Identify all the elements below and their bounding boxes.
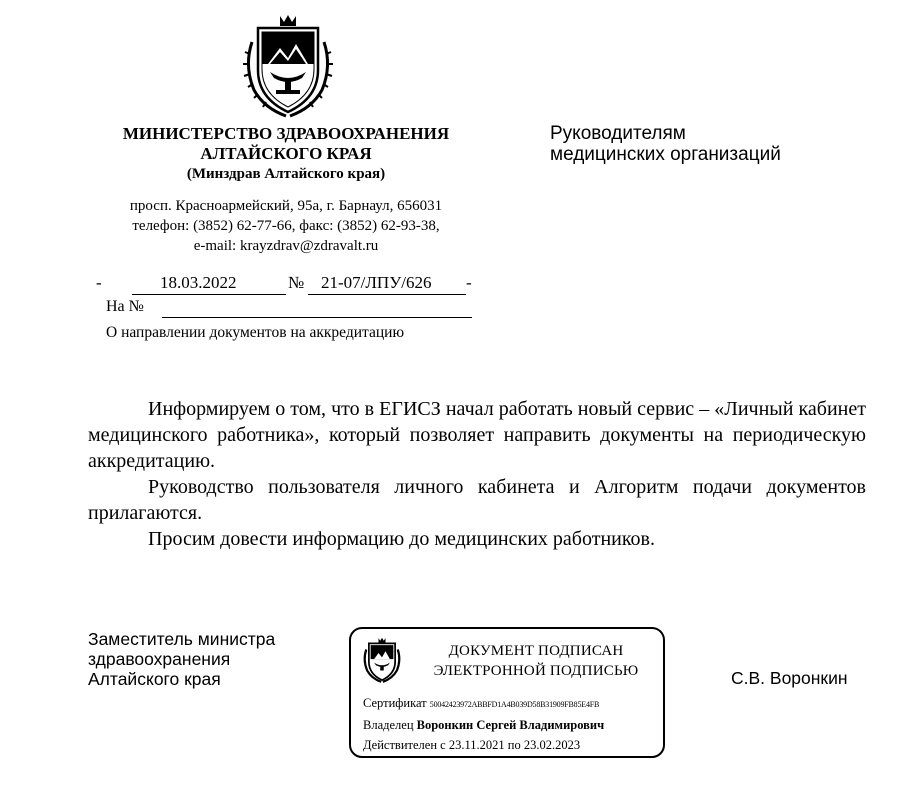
- valid-label: Действителен: [363, 738, 438, 752]
- date-underline: [132, 294, 286, 295]
- stamp-title-line-2: ЭЛЕКТРОННОЙ ПОДПИСЬЮ: [433, 663, 639, 679]
- position-line-3: Алтайского края: [88, 669, 221, 689]
- valid-to: 23.02.2023: [523, 738, 581, 752]
- electronic-signature-stamp: [349, 627, 665, 758]
- cert-value: 50042423972ABBFD1A4B039D58B31909FB85E4FB: [429, 700, 600, 709]
- cert-label: Сертификат: [363, 696, 427, 710]
- registration-line: [96, 273, 476, 295]
- addressee-block: [550, 123, 781, 165]
- stamp-emblem-icon: [361, 637, 403, 683]
- stamp-valid-row: [363, 735, 663, 755]
- body-paragraph-3: Просим довести информацию до медицинских работников.: [148, 528, 655, 550]
- phone-line: телефон: (3852) 62-77-66, факс: (3852) 62-93-38,: [132, 218, 440, 234]
- coat-of-arms-emblem: [240, 14, 336, 118]
- org-short-name: (Минздрав Алтайского края): [186, 166, 386, 182]
- stamp-owner-row: [363, 715, 663, 735]
- reply-underline: [162, 317, 472, 318]
- signatory-position: [88, 629, 275, 689]
- position-line-2: здравоохранения: [88, 649, 231, 669]
- addressee-line-1: Руководителям: [550, 123, 686, 144]
- reg-number: 21-07/ЛПУ/626: [321, 273, 432, 292]
- org-line-1: МИНИСТЕРСТВО ЗДРАВООХРАНЕНИЯ: [122, 124, 450, 143]
- position-line-1: Заместитель министра: [88, 629, 276, 649]
- addressee-line-2: медицинских организаций: [550, 144, 781, 165]
- address-line: просп. Красноармейский, 95а, г. Барнаул, 656031: [129, 198, 443, 214]
- reg-date: 18.03.2022: [160, 273, 237, 292]
- stamp-title-line-1: ДОКУМЕНТ ПОДПИСАН: [448, 643, 624, 659]
- signatory-name: С.В. Воронкин: [731, 668, 848, 688]
- reg-dash-right: -: [466, 273, 472, 292]
- valid-to-word: по: [507, 738, 521, 752]
- contact-block: [96, 196, 476, 256]
- owner-value: Воронкин Сергей Владимирович: [416, 718, 605, 732]
- email-line: e-mail: krayzdrav@zdravalt.ru: [193, 238, 379, 254]
- stamp-details: [363, 693, 663, 755]
- valid-from: 23.11.2021: [448, 738, 505, 752]
- owner-label: Владелец: [363, 718, 414, 732]
- letter-subject: О направлении документов на аккредитацию: [106, 324, 405, 341]
- reply-to-label: На №: [106, 298, 144, 315]
- body-paragraph-1: Информируем о том, что в ЕГИСЗ начал работать новый сервис – «Личный кабинет медицинского работника», который позволяет направить документы на периодическую аккредитацию.: [88, 398, 866, 472]
- valid-from-word: с: [440, 738, 446, 752]
- stamp-title: [415, 641, 657, 681]
- number-underline: [308, 294, 466, 295]
- body-paragraph-2: Руководство пользователя личного кабинета и Алгоритм подачи документов прилагаются.: [88, 476, 866, 524]
- reg-dash-left: -: [96, 273, 102, 292]
- letter-body: [88, 396, 866, 552]
- reg-number-sign: №: [288, 273, 305, 292]
- org-line-2: АЛТАЙСКОГО КРАЯ: [200, 144, 372, 163]
- stamp-cert-row: [363, 693, 663, 715]
- organization-name: [96, 124, 476, 184]
